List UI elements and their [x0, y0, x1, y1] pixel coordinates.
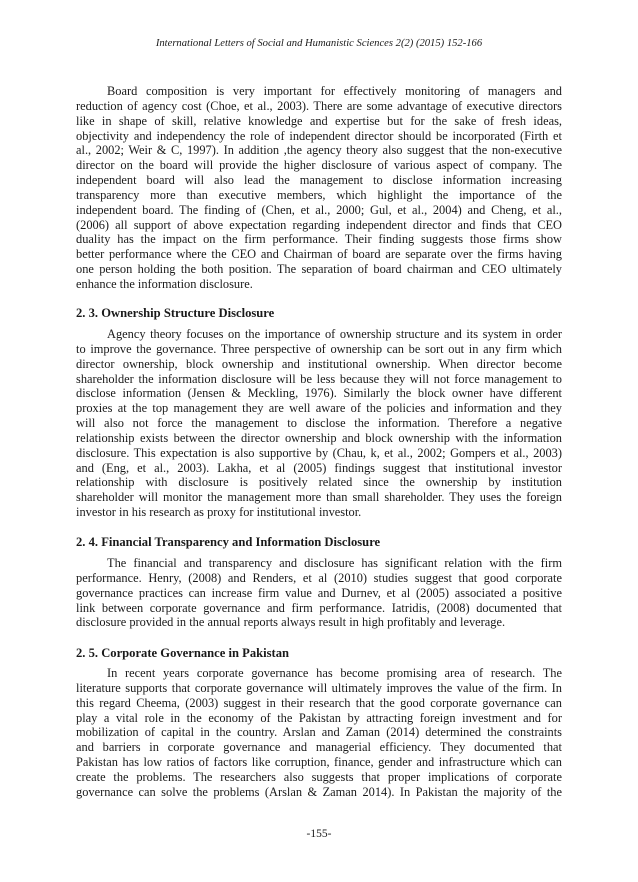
text-line: proxies at the top management they are well aware of the policies and information and they	[76, 401, 562, 416]
text-line: this regard Cheema, (2003) suggest in their research that the good corporate governance can	[76, 695, 562, 710]
text-line: Pakistan has low ratios of factors like corruption, finance, gender and infrastructure which can	[76, 755, 562, 770]
text-line: better performance where the CEO and Chairman of board are separate over the firms having	[76, 247, 562, 262]
paragraph-corporate-governance-pakistan	[76, 666, 562, 800]
text-line: link between corporate governance and firm performance. Iatridis, (2008) documented that	[76, 600, 562, 615]
text-line: The financial and transparency and disclosure has significant relation with the firm	[107, 556, 562, 570]
paragraph-board-composition	[76, 84, 562, 292]
page-number: -155-	[306, 828, 332, 840]
text-line: (2006) all support of above expectation regarding independent director and finds that CEO	[76, 217, 562, 232]
text-line: and barriers in corporate governance and managerial efficiency. They documented that	[76, 740, 562, 755]
text-line: create the problems. The researchers also suggests that proper implications of corporate	[76, 769, 562, 784]
text-line: like in shape of skill, relative knowledge and expertise but for the sake of fresh ideas,	[76, 113, 562, 128]
text-line: al., 2002; Weir & C, 1997). In addition ,the agency theory also suggest that the non-executive	[76, 143, 562, 158]
text-line: reduction of agency cost (Choe, et al., 2003). There are some advantage of executive directors	[76, 98, 562, 113]
text-line: enhance the information disclosure.	[76, 276, 253, 291]
text-line: In recent years corporate governance has become promising area of research. The	[107, 666, 562, 680]
text-line: will also not force the management to disclose the information. Therefore a negative	[76, 416, 562, 431]
paragraph-financial-transparency	[76, 556, 562, 630]
text-line: relationship exists between the director ownership and block ownership with the information	[76, 430, 562, 445]
text-line: director ownership, block ownership and institutional ownership. When director become	[76, 356, 562, 371]
section-heading-2-4: 2. 4. Financial Transparency and Information Disclosure	[76, 535, 381, 549]
text-line: disclosure. This expectation is also supportive by (Chau, k, et al., 2002; Gompers et al., 2003)	[76, 445, 562, 460]
text-line: Board composition is very important for effectively monitoring of managers and	[107, 84, 562, 98]
text-line: Agency theory focuses on the importance of ownership structure and its system in order	[107, 327, 562, 341]
text-line: one person holding the both position. The separation of board chairman and CEO ultimately	[76, 262, 562, 277]
text-line: duality has the impact on the firm performance. Their finding suggests those firms show	[76, 232, 562, 247]
text-line: relationship with disclosure is positively related since the ownership by institution	[76, 475, 562, 490]
section-heading-2-5: 2. 5. Corporate Governance in Pakistan	[76, 646, 290, 660]
text-line: transparency more than executive members, which highlight the importance of the	[76, 187, 562, 202]
text-line: play a vital role in the economy of the Pakistan by attracting foreign investment and for	[76, 710, 562, 725]
text-line: shareholder the information disclosure will be less because they will not force management to	[76, 371, 562, 386]
text-line: to improve the governance. Three perspective of ownership can be sort out in any firm which	[76, 341, 562, 356]
text-line: disclosure provided in the annual reports always result in high profitably and leverage.	[76, 615, 506, 630]
paragraph-ownership-structure	[76, 327, 562, 520]
section-heading-2-3: 2. 3. Ownership Structure Disclosure	[76, 306, 275, 320]
text-line: governance practices can increase firm value and Durnev, et al (2005) associated a positive	[76, 585, 562, 600]
text-line: director on the board will provide the higher disclosure of various aspect of company. The	[76, 158, 562, 173]
text-line: investor in his research as proxy for institutional investor.	[76, 505, 362, 520]
text-line: disclose information (Jensen & Meckling, 1976). Similarly the block owner have different	[76, 386, 562, 401]
text-line: literature supports that corporate governance will ultimately improves the value of the firm. In	[76, 680, 562, 695]
text-line: performance. Henry, (2008) and Renders, et al (2010) studies suggest that good corporate	[76, 570, 562, 585]
text-line: independent board. The finding of (Chen, et al., 2000; Gul, et al., 2004) and Cheng, et al.,	[76, 202, 562, 217]
text-line: governance can solve the problems (Arslan & Zaman 2014). In Pakistan the majority of the	[76, 784, 562, 799]
text-line: independent board will also lead the management to disclose information increasing	[76, 173, 562, 188]
text-line: and (Eng, et al., 2003). Lakha, et al (2005) findings suggest that institutional investor	[76, 460, 562, 475]
running-header: International Letters of Social and Humanistic Sciences 2(2) (2015) 152-166	[155, 38, 483, 49]
text-line: mobilization of capital in the country. Arslan and Zaman (2014) determined the constraints	[76, 725, 562, 740]
text-line: objectivity and independency the role of independent director should be incorporated (Firth et	[76, 128, 562, 143]
text-line: shareholder will monitor the management more than small shareholder. They uses the foreign	[76, 490, 562, 505]
